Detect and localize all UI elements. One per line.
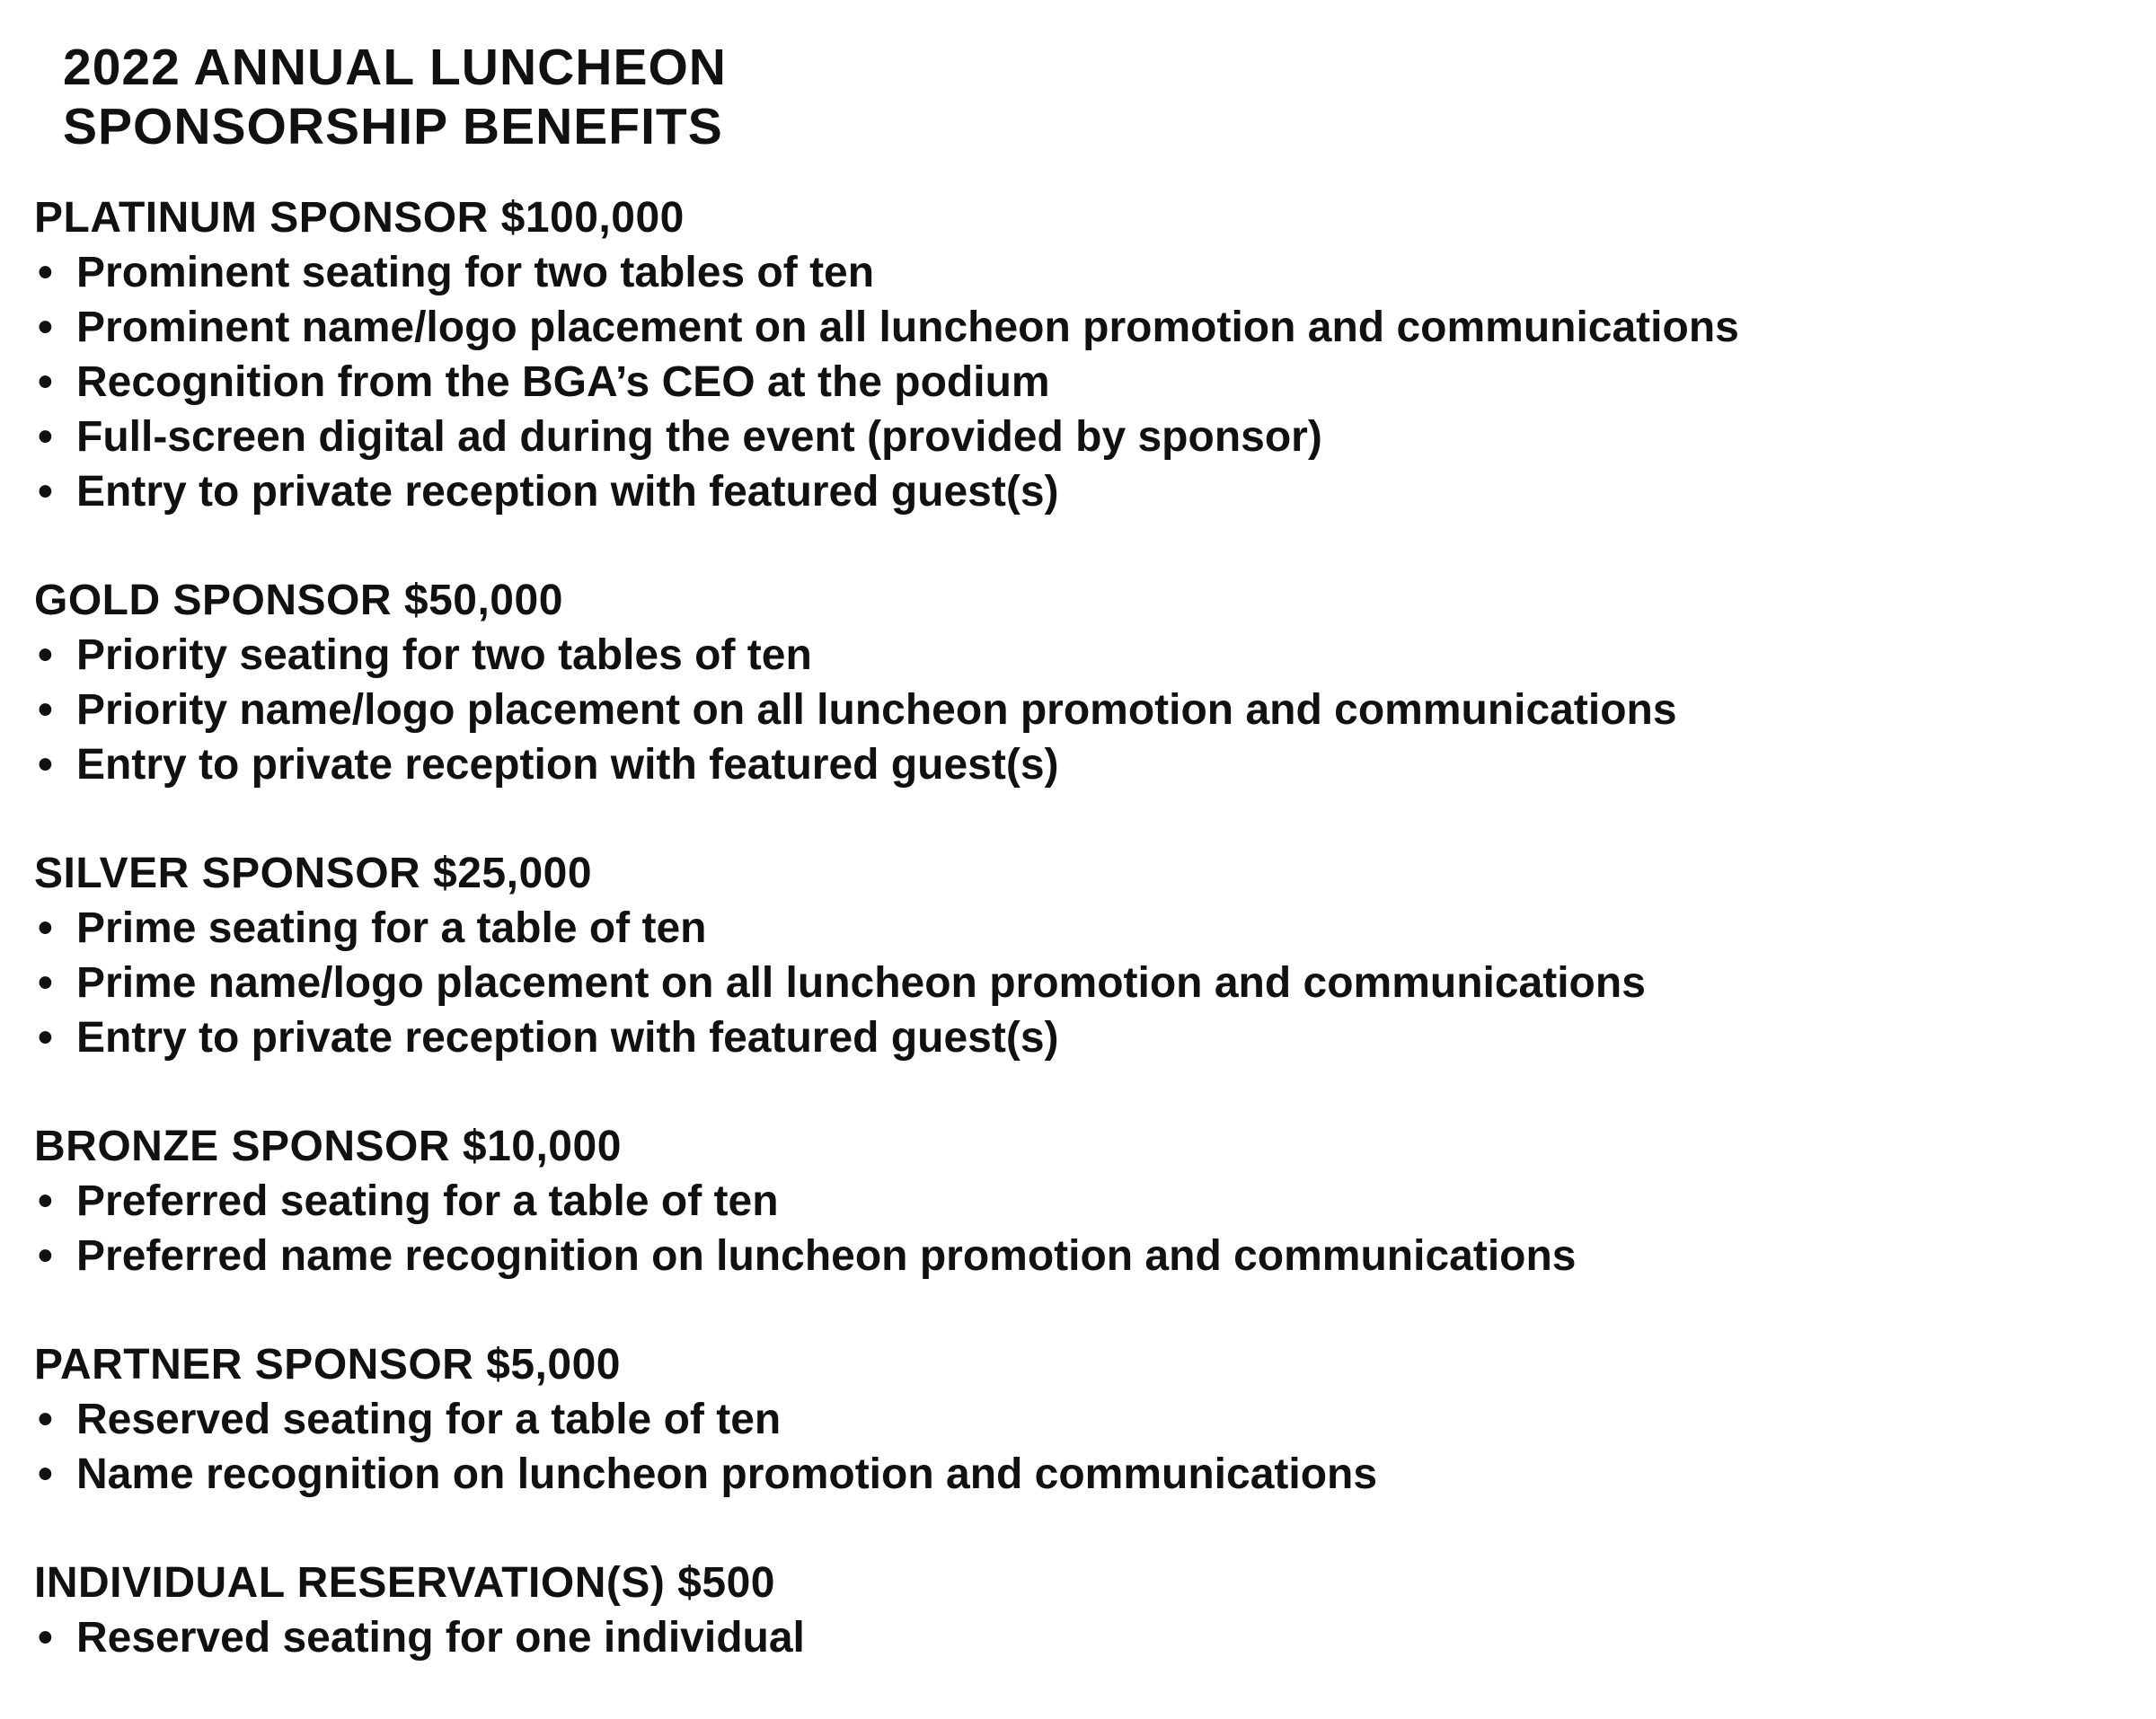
benefit-text: Prominent seating for two tables of ten (76, 249, 875, 296)
benefit-text: Preferred name recognition on luncheon promotion and communications (76, 1232, 1577, 1280)
bullet-icon: • (38, 631, 53, 679)
bullet-icon: • (38, 358, 53, 406)
benefit-item (34, 683, 2127, 737)
sponsor-tier (34, 1556, 2127, 1665)
benefit-text: Reserved seating for a table of ten (76, 1396, 782, 1443)
benefit-text: Name recognition on luncheon promotion and communications (76, 1450, 1378, 1498)
bullet-icon: • (38, 1014, 53, 1062)
sponsor-tier (34, 190, 2127, 519)
benefit-list (34, 1392, 2127, 1502)
benefit-item (34, 464, 2127, 519)
bullet-icon: • (38, 1450, 53, 1498)
bullet-icon: • (38, 413, 53, 461)
benefit-item (34, 1610, 2127, 1665)
bullet-icon: • (38, 468, 53, 516)
title-line-2: SPONSORSHIP BENEFITS (63, 98, 723, 155)
page-title (63, 38, 727, 156)
sponsor-tier (34, 573, 2127, 792)
benefit-item (34, 956, 2127, 1010)
sponsor-tier (34, 846, 2127, 1065)
benefit-text: Reserved seating for one individual (76, 1614, 805, 1662)
benefit-text: Prime name/logo placement on all luncheon promotion and communications (76, 959, 1646, 1007)
benefit-text: Preferred seating for a table of ten (76, 1177, 779, 1225)
benefit-text: Prime seating for a table of ten (76, 904, 707, 952)
bullet-icon: • (38, 741, 53, 789)
bullet-icon: • (38, 1614, 53, 1662)
tier-heading: SILVER SPONSOR $25,000 (34, 850, 593, 897)
benefit-list (34, 628, 2127, 792)
benefit-item (34, 410, 2127, 464)
tier-heading: GOLD SPONSOR $50,000 (34, 577, 563, 624)
bullet-icon: • (38, 959, 53, 1007)
benefit-text: Priority seating for two tables of ten (76, 631, 812, 679)
bullet-icon: • (38, 1177, 53, 1225)
benefit-item (34, 1392, 2127, 1447)
benefit-text: Entry to private reception with featured guest(s) (76, 741, 1059, 789)
benefit-item (34, 1010, 2127, 1065)
sponsorship-tiers (34, 190, 2127, 1719)
bullet-icon: • (38, 904, 53, 952)
bullet-icon: • (38, 686, 53, 734)
benefit-item (34, 1174, 2127, 1229)
benefit-text: Prominent name/logo placement on all luncheon promotion and communications (76, 304, 1739, 351)
benefit-text: Entry to private reception with featured guest(s) (76, 1014, 1059, 1062)
tier-heading: PARTNER SPONSOR $5,000 (34, 1341, 621, 1388)
bullet-icon: • (38, 304, 53, 351)
benefit-item (34, 628, 2127, 683)
benefit-list (34, 1610, 2127, 1665)
benefit-list (34, 901, 2127, 1065)
benefit-item (34, 1447, 2127, 1502)
tier-heading: BRONZE SPONSOR $10,000 (34, 1123, 622, 1170)
sponsor-tier (34, 1337, 2127, 1502)
sponsor-tier (34, 1119, 2127, 1283)
benefit-item (34, 1229, 2127, 1283)
tier-heading: PLATINUM SPONSOR $100,000 (34, 194, 685, 242)
benefit-list (34, 245, 2127, 519)
benefit-item (34, 901, 2127, 956)
bullet-icon: • (38, 1232, 53, 1280)
benefit-item (34, 355, 2127, 410)
bullet-icon: • (38, 249, 53, 296)
benefit-text: Priority name/logo placement on all luncheon promotion and communications (76, 686, 1677, 734)
benefit-item (34, 300, 2127, 355)
benefit-text: Full-screen digital ad during the event (provided by sponsor) (76, 413, 1322, 461)
benefit-item (34, 737, 2127, 792)
benefit-text: Recognition from the BGA’s CEO at the podium (76, 358, 1050, 406)
benefit-item (34, 245, 2127, 300)
benefit-text: Entry to private reception with featured guest(s) (76, 468, 1059, 516)
title-line-1: 2022 ANNUAL LUNCHEON (63, 39, 727, 96)
benefit-list (34, 1174, 2127, 1283)
tier-heading: INDIVIDUAL RESERVATION(S) $500 (34, 1559, 775, 1607)
bullet-icon: • (38, 1396, 53, 1443)
